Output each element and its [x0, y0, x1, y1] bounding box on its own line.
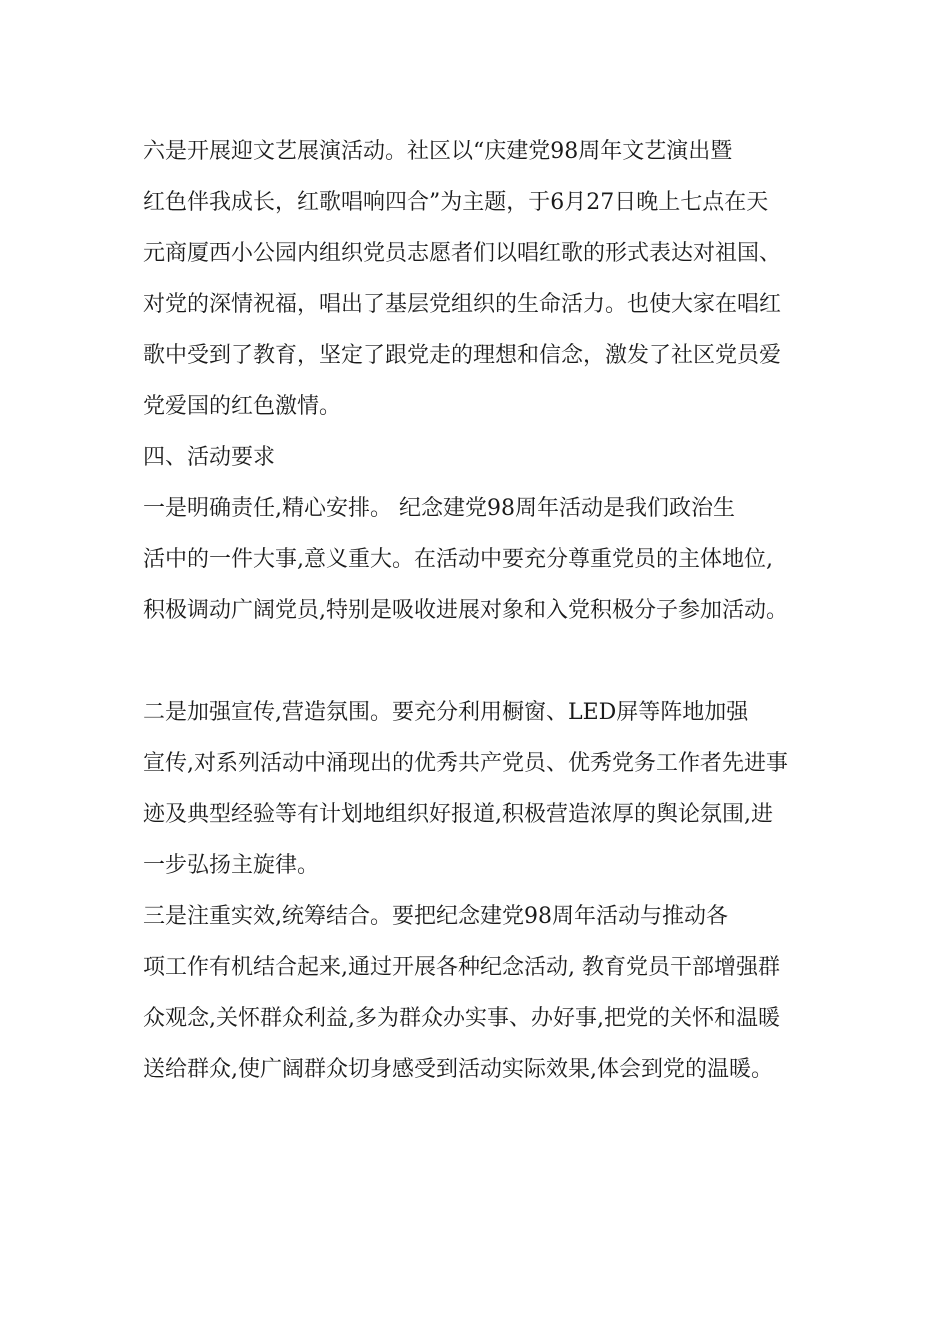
blank-line	[143, 636, 809, 687]
text-line: 红色伴我成长，红歌唱响四合”为主题，于6月27日晚上七点在天	[143, 190, 769, 215]
document-body	[143, 126, 809, 1095]
text-line: 党爱国的红色激情。	[143, 394, 342, 419]
text-line: 元商厦西小公园内组织党员志愿者们以唱红歌的形式表达对祖国、	[143, 241, 782, 266]
text-line: 二是加强宣传,营造氛围。要充分利用橱窗、LED屏等阵地加强	[143, 700, 749, 725]
paragraph-effectiveness	[143, 891, 809, 1095]
text-line: 歌中受到了教育，坚定了跟党走的理想和信念，激发了社区党员爱	[143, 343, 782, 368]
text-line: 众观念,关怀群众利益,多为群众办实事、办好事,把党的关怀和温暖	[143, 1006, 780, 1031]
text-line: 三是注重实效,统筹结合。要把纪念建党98周年活动与推动各	[143, 904, 728, 929]
paragraph-art-performance	[143, 126, 809, 432]
paragraph-publicity	[143, 687, 809, 891]
text-line: 活中的一件大事,意义重大。在活动中要充分尊重党员的主体地位,	[143, 547, 773, 572]
text-line: 积极调动广阔党员,特别是吸收进展对象和入党积极分子参加活动。	[143, 598, 788, 623]
text-line: 送给群众,使广阔群众切身感受到活动实际效果,体会到党的温暖。	[143, 1057, 773, 1082]
text-line: 宣传,对系列活动中涌现出的优秀共产党员、优秀党务工作者先进事	[143, 751, 788, 776]
text-line: 六是开展迎文艺展演活动。社区以“庆建党98周年文艺演出暨	[143, 139, 733, 164]
text-line: 对党的深情祝福，唱出了基层党组织的生命活力。也使大家在唱红	[143, 292, 782, 317]
text-line: 迹及典型经验等有计划地组织好报道,积极营造浓厚的舆论氛围,进	[143, 802, 773, 827]
text-line: 项工作有机结合起来,通过开展各种纪念活动, 教育党员干部增强群	[143, 955, 780, 980]
paragraph-responsibility	[143, 483, 809, 636]
section-heading-requirements	[143, 432, 809, 483]
text-line: 一步弘扬主旋律。	[143, 853, 320, 878]
heading-line: 四、活动要求	[143, 445, 276, 470]
text-line: 一是明确责任,精心安排。 纪念建党98周年活动是我们政治生	[143, 496, 735, 521]
